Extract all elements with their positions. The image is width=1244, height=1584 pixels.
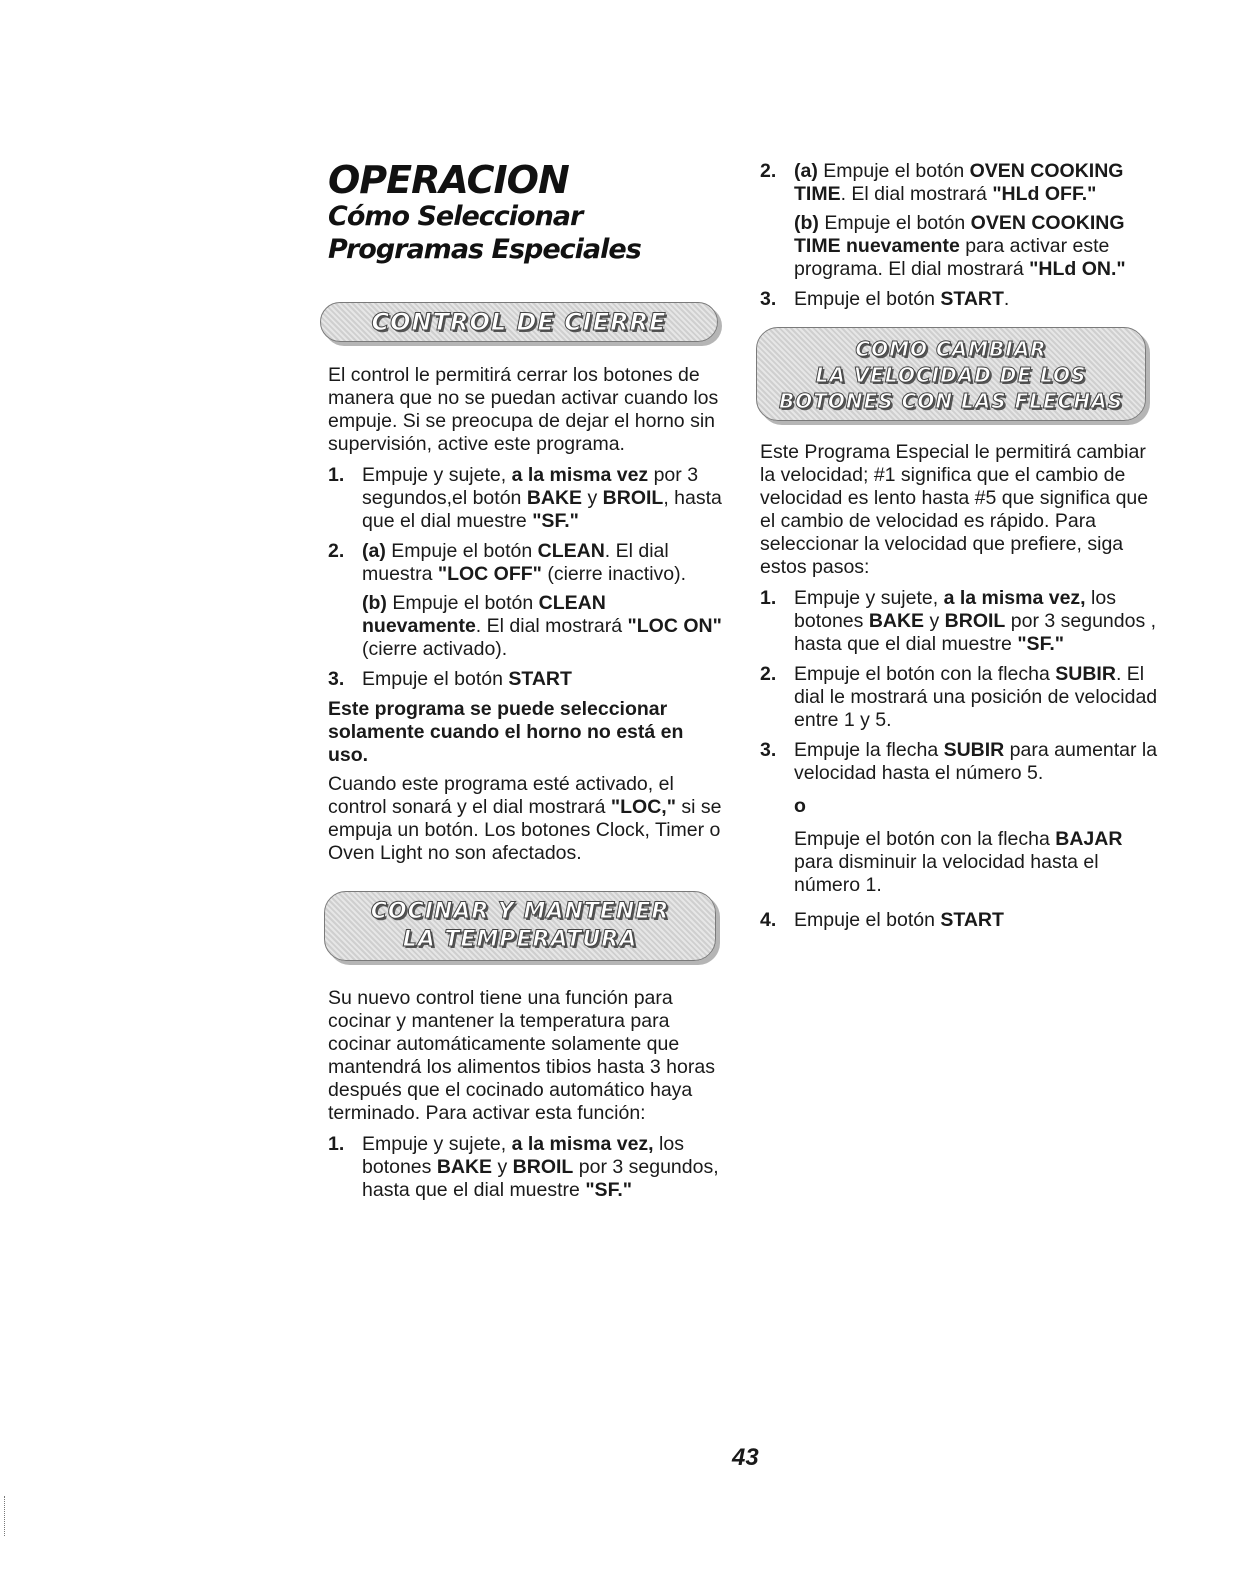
list-item <box>760 909 1160 932</box>
step-bold: "HLd ON." <box>1029 258 1126 280</box>
page-subtitle-line2: Programas Especiales <box>328 234 641 265</box>
step-text: para activar este programa. El dial mostrará <box>794 235 1110 280</box>
sub-step-label: (b) <box>362 592 387 614</box>
list-item <box>328 668 728 691</box>
step-bold: BROIL <box>602 487 664 509</box>
step-bold: BROIL <box>512 1156 574 1178</box>
cocinar-banner-line2: LA TEMPERATURA <box>402 927 638 952</box>
list-item <box>760 288 1160 311</box>
step-number: 3. <box>328 668 345 690</box>
control-cierre-note: Este programa se puede seleccionar solamente cuando el horno no está en uso. <box>328 698 684 766</box>
list-item <box>760 739 1160 897</box>
step-number: 1. <box>328 464 345 486</box>
step-text: para aumentar la velocidad hasta el número 5. <box>794 739 1158 784</box>
step-text: y <box>924 610 945 632</box>
sub-step-a <box>794 160 1160 206</box>
step-number: 4. <box>760 909 777 931</box>
cocinar-banner <box>324 891 716 961</box>
list-item <box>760 587 1160 656</box>
list-item <box>760 663 1160 732</box>
step-number: 1. <box>760 587 777 609</box>
step-text: Empuje el botón con la flecha <box>794 828 1056 850</box>
step-text: y <box>582 487 603 509</box>
step-number: 2. <box>760 160 777 182</box>
step-text: . El dial muestra <box>362 540 669 585</box>
step-text: Empuje el botón <box>817 160 970 182</box>
step-text: los botones <box>362 1133 684 1178</box>
step-bold: SUBIR <box>943 739 1005 761</box>
step-bold: BROIL <box>944 610 1006 632</box>
step-bold: BAKE <box>868 610 925 632</box>
sub-step-b <box>362 592 728 661</box>
step-bold: a la misma vez <box>511 464 649 486</box>
step-bold: "LOC ON" <box>627 615 722 637</box>
step-number: 2. <box>328 540 345 562</box>
step-text: por 3 segundos, hasta que el dial muestre <box>362 1156 719 1201</box>
step-bold: a la misma vez, <box>943 587 1086 609</box>
velocidad-intro: Este Programa Especial le permitirá cambiar la velocidad; #1 significa que el cambio de velocidad es lento hasta #5 que significa que el cambio de velocidad es rápido. Para seleccionar la velocidad que prefiere, siga estos pasos: <box>760 441 1149 578</box>
step-bold: "SF." <box>585 1179 632 1201</box>
step-bold: CLEAN <box>537 540 605 562</box>
cocinar-banner-line1: COCINAR Y MANTENER <box>370 899 670 924</box>
step-text: y <box>492 1156 513 1178</box>
cocinar-steps-left <box>328 1133 728 1202</box>
alternative-step <box>794 828 1160 897</box>
list-item <box>328 464 728 533</box>
step-text: por 3 segundos,el botón <box>362 464 699 509</box>
control-cierre-closing <box>328 773 728 865</box>
step-bold: "SF." <box>532 510 579 532</box>
closing-text: Cuando este programa esté activado, el control sonará y el dial mostrará <box>328 773 674 818</box>
step-text: Empuje y sujete, <box>794 587 944 609</box>
velocidad-banner-line1: COMO CAMBIAR <box>855 337 1047 361</box>
step-bold: BAJAR <box>1055 828 1123 850</box>
velocidad-banner-line2: LA VELOCIDAD DE LOS <box>815 363 1087 387</box>
step-text: . El dial mostrará <box>475 615 628 637</box>
step-text: para disminuir la velocidad hasta el número 1. <box>794 851 1099 896</box>
step-text: Empuje la flecha <box>794 739 944 761</box>
step-bold: OVEN COOKING TIME nuevamente <box>794 212 1125 257</box>
step-text: Empuje el botón <box>818 212 971 234</box>
step-bold: "LOC OFF" <box>437 563 542 585</box>
step-text: Empuje y sujete, <box>362 464 512 486</box>
control-cierre-banner-text: CONTROL DE CIERRE <box>371 308 667 336</box>
step-text: (cierre inactivo). <box>541 563 687 585</box>
control-cierre-intro: El control le permitirá cerrar los botones de manera que no se puedan activar cuando los empuje. Si se preocupa de dejar el horno sin supervisión, active este programa. <box>328 364 719 455</box>
step-bold: a la misma vez, <box>511 1133 654 1155</box>
step-bold: BAKE <box>436 1156 493 1178</box>
sub-step-label: (a) <box>362 540 386 562</box>
step-text: Empuje el botón <box>362 668 509 690</box>
step-number: 3. <box>760 739 777 761</box>
step-bold: OVEN COOKING TIME <box>794 160 1124 205</box>
step-bold: "SF." <box>1017 633 1064 655</box>
closing-bold: "LOC," <box>610 796 676 818</box>
sub-step-a <box>362 540 728 586</box>
step-bold: "HLd OFF." <box>992 183 1097 205</box>
step-text: Empuje el botón <box>794 909 941 931</box>
scan-edge-marks <box>4 1496 13 1536</box>
step-text: Empuje el botón <box>794 288 941 310</box>
step-text: . <box>1003 288 1010 310</box>
step-bold: BAKE <box>526 487 583 509</box>
sub-step-label: (a) <box>794 160 818 182</box>
velocidad-banner-line3: BOTONES CON LAS FLECHAS <box>779 389 1123 413</box>
step-number: 1. <box>328 1133 345 1155</box>
step-text: . El dial mostrará <box>840 183 993 205</box>
page-title: OPERACION <box>328 158 569 202</box>
step-text: , hasta que el dial muestre <box>362 487 722 532</box>
step-number: 2. <box>760 663 777 685</box>
right-column <box>760 160 1160 939</box>
step-bold: START <box>940 288 1004 310</box>
step-bold: START <box>508 668 572 690</box>
step-text: Empuje el botón <box>385 540 538 562</box>
step-text: . El dial le mostrará una posición de velocidad entre 1 y 5. <box>794 663 1158 731</box>
step-bold: CLEAN nuevamente <box>362 592 606 637</box>
or-separator: o <box>794 795 806 817</box>
page-subtitle-line1: Cómo Seleccionar <box>328 201 583 232</box>
page-number: 43 <box>732 1444 759 1471</box>
sub-step-label: (b) <box>794 212 819 234</box>
step-text: por 3 segundos , hasta que el dial muestre <box>794 610 1157 655</box>
left-column <box>328 160 728 1209</box>
cocinar-intro: Su nuevo control tiene una función para cocinar y mantener la temperatura para cocinar automáticamente solamente que mantendrá los alimentos tibios hasta 3 horas después que el cocinado automático haya terminado. Para activar esta función: <box>328 987 715 1124</box>
step-bold: START <box>940 909 1004 931</box>
closing-text: si se empuja un botón. Los botones Clock, Timer o Oven Light no son afectados. <box>328 796 722 864</box>
step-number: 3. <box>760 288 777 310</box>
step-text: Empuje y sujete, <box>362 1133 512 1155</box>
list-item <box>328 1133 728 1202</box>
control-cierre-banner <box>320 302 718 342</box>
step-text: Empuje el botón con la flecha <box>794 663 1056 685</box>
sub-step-b <box>794 212 1160 281</box>
cocinar-steps-right <box>760 160 1160 311</box>
list-item <box>760 160 1160 281</box>
control-cierre-steps <box>328 464 728 691</box>
list-item <box>328 540 728 661</box>
step-bold: SUBIR <box>1055 663 1116 685</box>
step-text: los botones <box>794 587 1116 632</box>
step-text: (cierre activado). <box>362 638 508 660</box>
velocidad-banner <box>756 327 1146 421</box>
velocidad-steps <box>760 587 1160 932</box>
step-text: Empuje el botón <box>386 592 539 614</box>
